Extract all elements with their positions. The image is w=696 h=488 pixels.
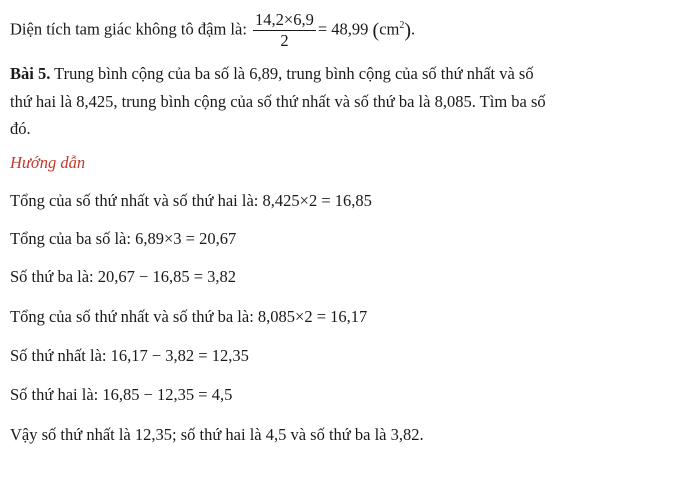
problem-line-3: [10, 119, 31, 139]
area-end: .: [411, 19, 416, 39]
area-result: = 48,99: [317, 19, 369, 39]
step-1: [10, 191, 372, 211]
conclusion: Vậy số thứ nhất là 12,35; số thứ hai là 4,5 và số thứ ba là 3,82.: [10, 425, 424, 444]
guide-title: Hướng dẫn: [10, 153, 86, 172]
problem-line-2: [10, 92, 546, 112]
step-6-text: Số thứ hai là:: [10, 385, 99, 404]
open-paren: (: [372, 19, 380, 42]
step-2-text: Tổng của ba số là:: [10, 229, 131, 248]
problem-text-2: thứ hai là 8,425, trung bình cộng của số thứ nhất và số thứ ba là 8,085. Tìm ba số: [10, 92, 546, 111]
step-6-math: 16,85 − 12,35 = 4,5: [102, 385, 233, 404]
area-label: Diện tích tam giác không tô đậm là:: [10, 19, 247, 39]
step-3: [10, 267, 236, 287]
step-5-text: Số thứ nhất là:: [10, 346, 107, 365]
problem-text-1: Trung bình cộng của ba số là 6,89, trung bình cộng của số thứ nhất và số: [54, 64, 534, 83]
step-3-text: Số thứ ba là:: [10, 267, 94, 286]
step-5-math: 16,17 − 3,82 = 12,35: [110, 346, 249, 365]
close-paren: ): [404, 19, 412, 42]
step-4-text: Tổng của số thứ nhất và số thứ ba là:: [10, 307, 254, 326]
unit-exponent: 2: [399, 20, 405, 31]
fraction-denominator: 2: [280, 31, 289, 51]
area-line: [10, 6, 415, 51]
step-4: [10, 307, 367, 327]
step-1-math: 8,425×2 = 16,85: [262, 191, 372, 210]
step-5: [10, 346, 249, 366]
unit-base: cm: [379, 19, 400, 39]
problem-line-1: [10, 64, 534, 84]
step-1-text: Tổng của số thứ nhất và số thứ hai là:: [10, 191, 259, 210]
fraction-numerator: 14,2×6,9: [255, 10, 314, 30]
step-4-math: 8,085×2 = 16,17: [257, 307, 368, 326]
problem-text-3: đó.: [10, 119, 31, 138]
step-3-math: 20,67 − 16,85 = 3,82: [97, 267, 237, 286]
step-2: [10, 229, 236, 249]
problem-label: Bài 5.: [10, 64, 51, 83]
step-2-math: 6,89×3 = 20,67: [135, 229, 237, 248]
step-6: [10, 385, 232, 405]
area-fraction: [253, 11, 316, 50]
